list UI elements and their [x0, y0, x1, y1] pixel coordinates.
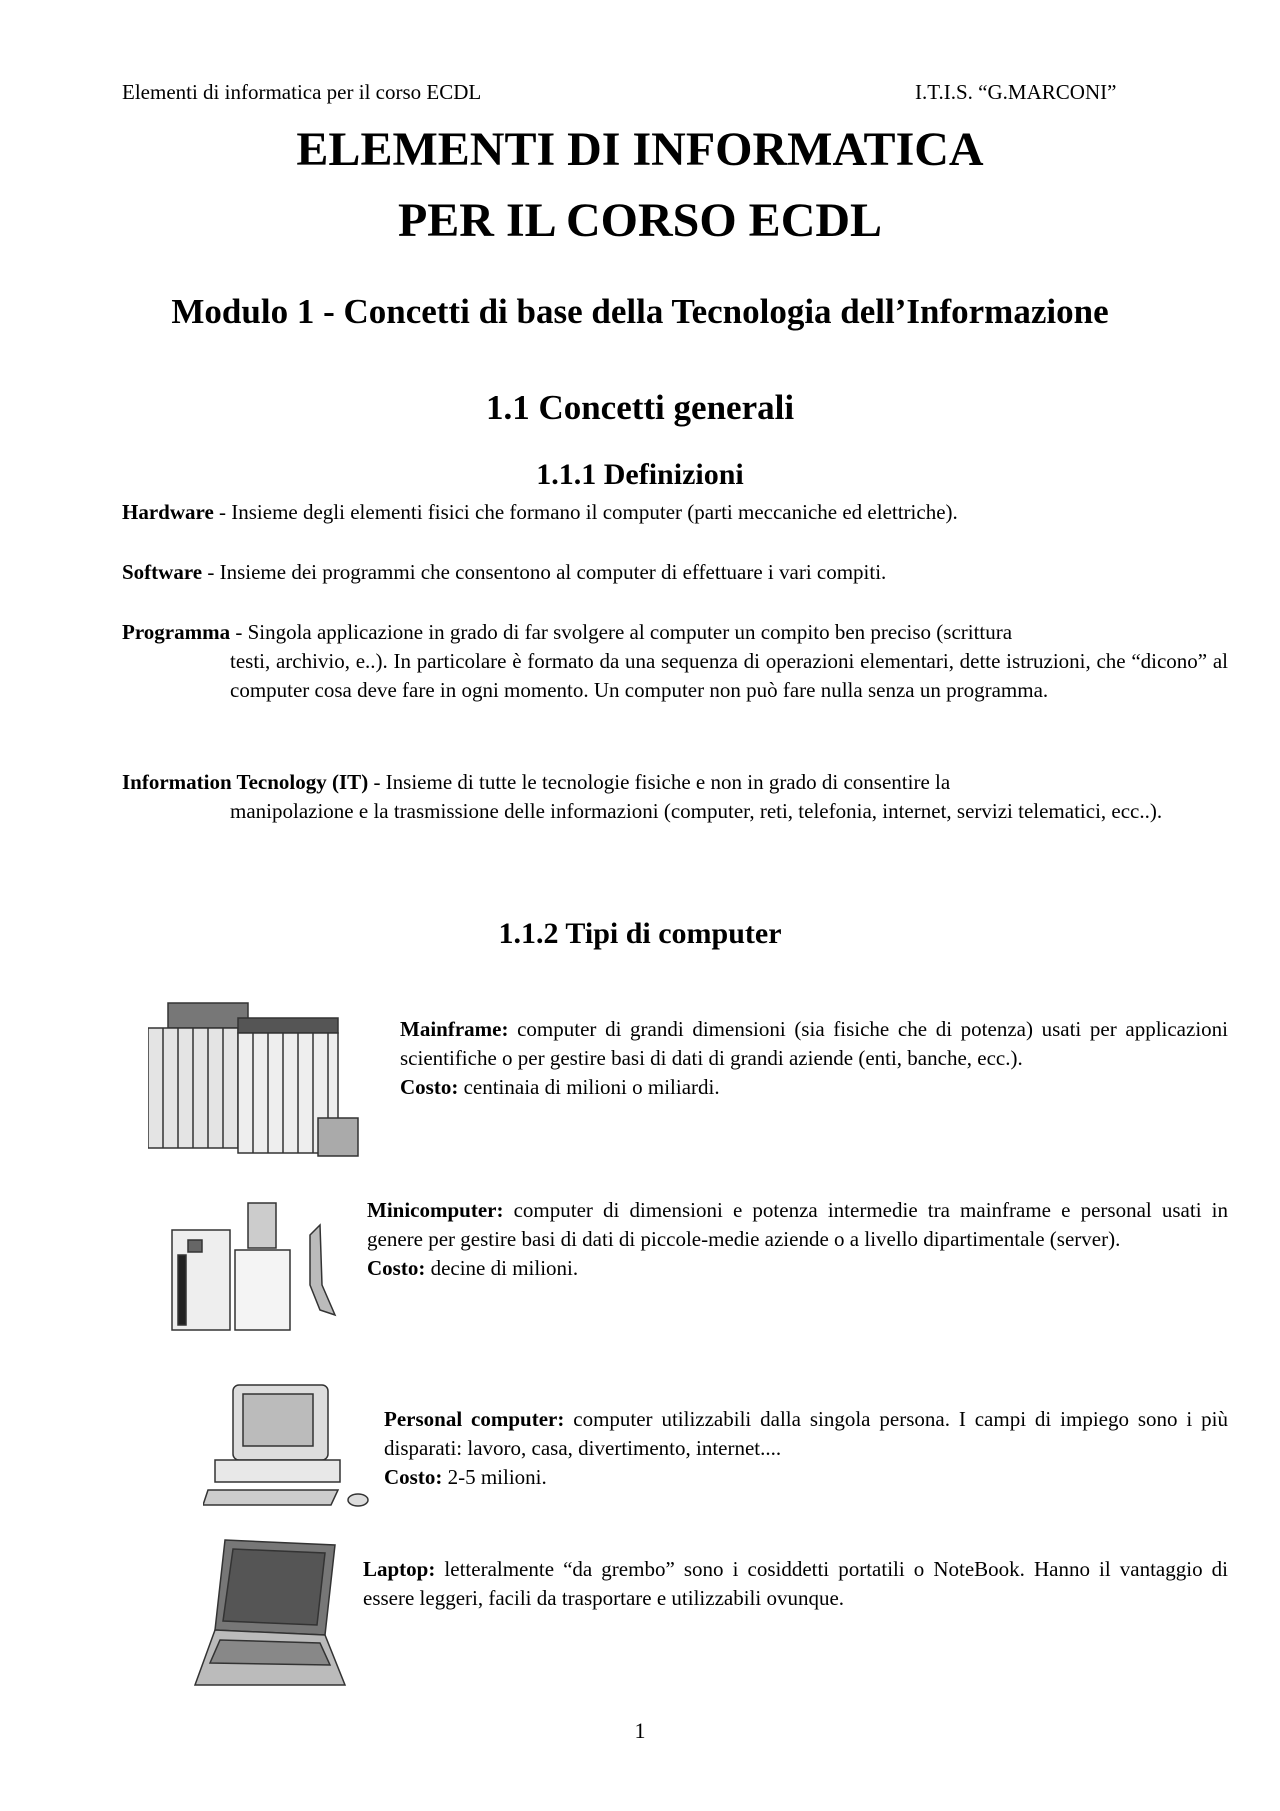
definition-text: - Insieme di tutte le tecnologie fisiche e non in grado di consentire la	[368, 770, 951, 794]
definition-text: - Insieme degli elementi fisici che formano il computer (parti meccaniche ed elettriche).	[213, 500, 958, 524]
definition-text: - Singola applicazione in grado di far svolgere al computer un compito ben preciso (scrittura	[230, 620, 1013, 644]
term: Information Tecnology (IT)	[122, 770, 369, 794]
definition-software	[122, 558, 1228, 587]
page-number: 1	[634, 1718, 646, 1743]
computer-type-personal-computer	[384, 1405, 1228, 1492]
definition-hardware	[122, 498, 1228, 527]
type-name: Personal computer:	[384, 1407, 565, 1431]
type-name: Laptop:	[363, 1557, 436, 1581]
subsection-types-heading: 1.1.2 Tipi di computer	[498, 917, 782, 950]
cost-value: decine di milioni.	[425, 1256, 579, 1280]
document-title-line2: PER IL CORSO ECDL	[397, 194, 883, 247]
cost-label: Costo:	[400, 1075, 459, 1099]
type-name: Mainframe:	[400, 1017, 509, 1041]
type-name: Minicomputer:	[367, 1198, 504, 1222]
cost-label: Costo:	[384, 1465, 443, 1489]
minicomputer-illustration	[170, 1195, 360, 1335]
module-title: Modulo 1 - Concetti di base della Tecnologia dell’Informazione	[171, 292, 1109, 331]
cost-label: Costo:	[367, 1256, 426, 1280]
cost-value: 2-5 milioni.	[442, 1465, 547, 1489]
definition-continuation: testi, archivio, e..). In particolare è formato da una sequenza di operazioni elementari, dette istruzioni, che “dicono” al computer cosa deve fare in ogni momento. Un computer non può fare nulla senza un programma.	[230, 649, 1228, 702]
running-header-right: I.T.I.S. “G.MARCONI”	[915, 80, 1117, 104]
definition-programma	[122, 618, 1228, 705]
document-title-line1: ELEMENTI DI INFORMATICA	[296, 123, 984, 176]
running-header-left: Elementi di informatica per il corso ECDL	[122, 80, 482, 104]
definition-it	[122, 768, 1228, 826]
personal-computer-illustration	[203, 1380, 373, 1510]
type-description: letteralmente “da grembo” sono i cosiddetti portatili o NoteBook. Hanno il vantaggio di essere leggeri, facili da trasportare e utilizzabili ovunque.	[363, 1557, 1228, 1610]
type-description: computer utilizzabili dalla singola persona. I campi di impiego sono i più disparati: lavoro, casa, divertimento, internet....	[384, 1407, 1228, 1460]
definition-continuation: manipolazione e la trasmissione delle informazioni (computer, reti, telefonia, internet, servizi telematici, ecc..).	[230, 799, 1163, 823]
computer-type-laptop	[363, 1555, 1228, 1613]
cost-value: centinaia di milioni o miliardi.	[458, 1075, 720, 1099]
term: Software	[122, 560, 203, 584]
section-heading: 1.1 Concetti generali	[485, 388, 795, 427]
term: Hardware	[122, 500, 214, 524]
computer-type-mainframe	[400, 1015, 1228, 1102]
subsection-definitions-heading: 1.1.1 Definizioni	[536, 458, 744, 491]
term: Programma	[122, 620, 231, 644]
type-description: computer di grandi dimensioni (sia fisiche che di potenza) usati per applicazioni scientifiche o per gestire basi di dati di grandi aziende (enti, banche, ecc.).	[400, 1017, 1228, 1070]
definition-text: - Insieme dei programmi che consentono al computer di effettuare i vari compiti.	[202, 560, 887, 584]
computer-type-minicomputer	[367, 1196, 1228, 1283]
mainframe-illustration	[148, 998, 378, 1158]
type-description: computer di dimensioni e potenza intermedie tra mainframe e personal usati in genere per gestire basi di dati di piccole-medie aziende o a livello dipartimentale (server).	[367, 1198, 1228, 1251]
laptop-illustration	[185, 1535, 355, 1700]
